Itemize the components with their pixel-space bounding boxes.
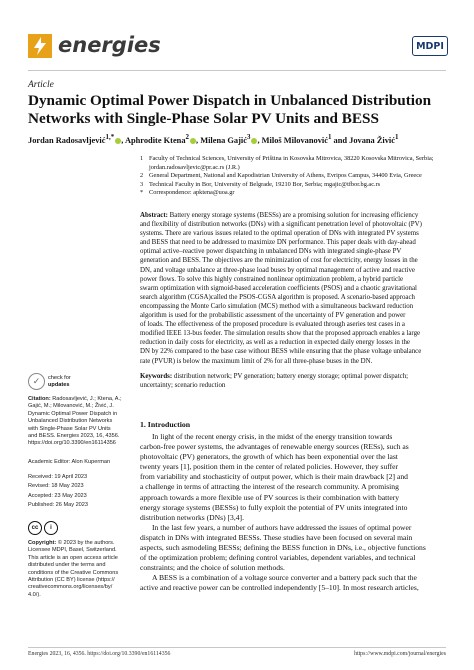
author-name[interactable]: Jovana Živić	[349, 135, 395, 145]
affiliation-item: * Correspondence: apktena@uoa.gr	[140, 189, 235, 197]
author-name[interactable]: Jordan Radosavljević	[28, 135, 106, 145]
abstract: Abstract: Battery energy storage systems (BESSs) are a promising solution for increasing efficiency and flexibility of distribution networks (DNs) with a significant penetration level of photovoltaic (PV) systems. There are various issues related to the optimal operation of DNs with integrated PV systems and BESS that need to be addressed to maximize DN performance. This paper deals with day-ahead optimal active–reactive power dispatching in unbalanced DNs with integrated single-phase PV generation and BESS. The objectives are the minimization of cost for electricity, energy losses in the DN, and voltage unbalance at three-phase load buses by optimal management of active and reactive power flows. To solve this highly constrained nonlinear optimization problem, a hybrid particle swarm optimization with sigmoid-based acceleration coefficients (PSOS) and a chaotic gravitational search algorithm (CGSA)called the PSOS-CGSA algorithm is proposed. A scenario-based approach encompassing the Monte Carlo simulation (MCS) method with a simultaneous backward reduction algorithm is used for the probabilistic assessment of the uncertainty of PV generation and power of loads. The effectiveness of the proposed procedure is evaluated through aseries test cases in a modified IEEE 13-bus feeder. The simulation results show that the proposed approach enables a large reduction in daily costs for electricity, as well as a reduction in expected daily energy losses in the DN by 22% compared to the base case without BESS while ensuring that the phase voltage unbalance rate (PVUR) is below the maximum limit of 2% for all three-phase buses in the DN.	[140, 212, 422, 365]
keywords: Keywords: distribution network; PV generation; battery energy storage; optimal power dispatch; uncertainty; scenario reduction	[140, 373, 409, 390]
orcid-icon[interactable]	[190, 138, 196, 144]
introduction-text: In light of the recent energy crisis, in the midst of the energy transition towards carbon-free power systems, the advantages of renewable energy sources (RESs), such as photovoltaic (PV) generators, the growth of which has been exponential over the last twenty years [1], position them in the center of related policies. However, they suffer from variability and stochasticity of output power, which is their main drawback [2] and a challenge in terms of attracting the interest of the research community. A promising approach towards a more flexible use of PV sources is their combination with battery energy storage systems (BESSs) to fully exploit the potential of PV units integrated into distribution networks (DNs) [3,4]. In the last few years, a number of authors have addressed the issues of optimal power dispatch in DNs with integrated BESSs. These studies have been focused on several main aspects, such asmodeling BESSs; defining the BESS function in DNs, i.e., objective functions of the optimization problem; defining control variables, dependent variables, and technical constraints; and the choice of solution methods. A BESS is a combination of a voltage source converter and a battery pack such that the active and reactive power can be controlled independently [5–10]. In most research articles,	[140, 432, 426, 593]
affiliation-item: 3 Technical Faculty in Bor, University of Belgrade, 19210 Bor, Serbia; mgajic@tfbor.bg.ac.rs	[140, 180, 381, 188]
update-check-icon: ✓	[28, 373, 45, 390]
section-heading: 1. Introduction	[140, 420, 191, 429]
footer-journal-link[interactable]: https://www.mdpi.com/journal/energies	[354, 651, 446, 657]
author-name[interactable]: Aphrodite Ktena	[124, 135, 186, 145]
author-name[interactable]: Milena Gajić	[200, 135, 247, 145]
energies-logo-icon	[28, 34, 52, 58]
cc-icon: cc	[28, 521, 42, 535]
header-divider	[28, 70, 446, 71]
cc-by-license-badge[interactable]	[28, 521, 58, 535]
author-list: Jordan Radosavljević$^{1,*}$ , Aphrodite Ktena$^2$ , Milena Gajić$^3$ , Miloš Milovanović$^1$ and Jovana Živić$^1$	[28, 133, 399, 145]
footer-divider	[28, 647, 446, 648]
orcid-icon[interactable]	[115, 138, 121, 144]
article-type: Article	[28, 80, 54, 90]
footer-citation[interactable]: Energies 2023, 16, 4356. https://doi.org/10.3390/en16114356	[28, 651, 171, 657]
abstract-label: Abstract:	[140, 212, 168, 219]
keywords-label: Keywords:	[140, 373, 173, 380]
affiliation-item: 1 Faculty of Technical Sciences, University of Priština in Kosovska Mitrovica, 38220 Kosovska Mitrovica, Serbia;	[140, 155, 434, 162]
journal-name: energies	[58, 33, 161, 57]
academic-editor: Academic Editor: Alon Kuperman	[28, 459, 111, 465]
citation-block: Citation: Radosavljević, J.; Ktena, A.; Gajić, M.; Milovanović, M.; Živić, J. Dynamic Optimal Power Dispatch in Unbalanced Distribution Networks with Single-Phase Solar PV Units and BESS. Energies 2023, 16, 4356. https://doi.org/10.3390/en16114356	[28, 396, 132, 448]
by-icon: i	[44, 521, 58, 535]
mdpi-logo: MDPI	[412, 36, 448, 56]
affiliation-item: 2 General Department, National and Kapodistrian University of Athens, Evripos Campus, 34400 Evia, Greece	[140, 172, 422, 180]
orcid-icon[interactable]	[251, 138, 257, 144]
copyright-block: Copyright: © 2023 by the authors. Licensee MDPI, Basel, Switzerland. This article is an open access article distributed under the terms and conditions of the Creative Commons Attribution (CC BY) license (https:// creativecommons.org/licenses/by/ 4.0/).	[28, 540, 119, 598]
journal-logo	[28, 34, 52, 58]
affiliation-item: jordan.radosavljevic@pr.ac.rs (J.R.)	[149, 163, 240, 171]
citation-doi-link[interactable]: https://doi.org/10.3390/en16114356	[28, 440, 116, 447]
check-for-updates-badge[interactable]: ✓ check for updates	[28, 373, 71, 390]
publication-dates: Received: 19 April 2023 Revised: 18 May 2023 Accepted: 23 May 2023 Published: 26 May 2023	[28, 474, 89, 509]
author-name[interactable]: Miloš Milovanović	[261, 135, 328, 145]
article-title: Dynamic Optimal Power Dispatch in Unbalanced Distribution Networks with Single-Phase Solar PV Units and BESS	[28, 92, 432, 127]
affiliations	[140, 155, 450, 198]
